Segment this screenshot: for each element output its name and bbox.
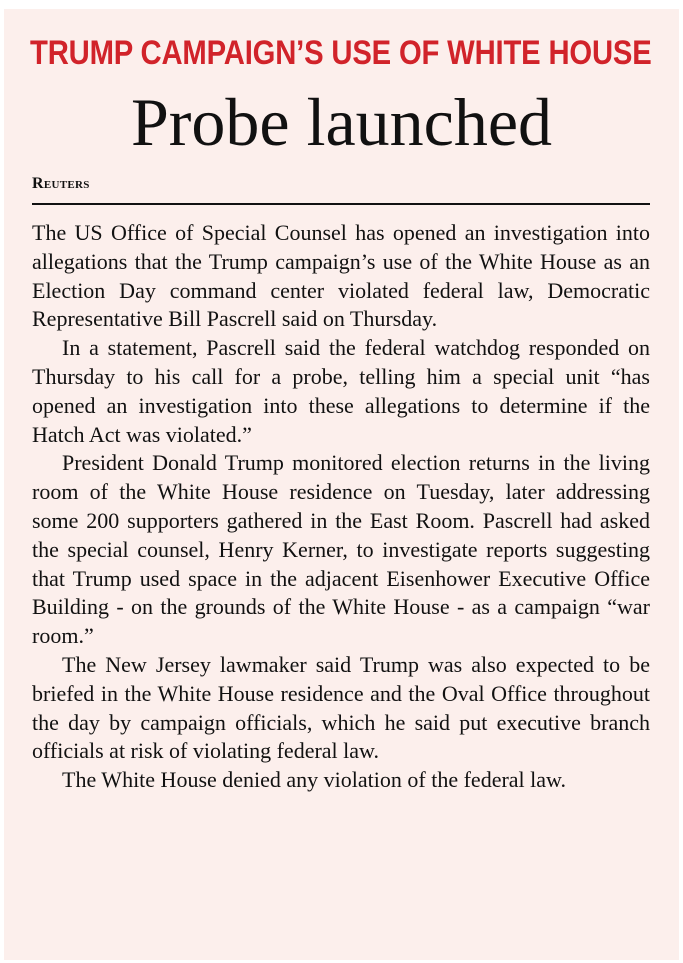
paragraph: The US Office of Special Counsel has opened an investigation into allegations that the Trump campaign’s use of the White House as an Election Day command center violated federal law, Democratic Representative Bill Pascrell said on Thursday. [32, 220, 650, 332]
byline: Reuters [32, 175, 90, 192]
paragraph: In a statement, Pascrell said the federal watchdog responded on Thursday to his call for a probe, telling him a special unit “has opened an investigation into these allegations to determine if the Hatch Act was violated.” [32, 335, 650, 447]
kicker-headline: TRUMP CAMPAIGN’S USE OF WHITE HOUSE [30, 34, 652, 72]
main-headline: Probe launched [130, 84, 553, 160]
paragraph: President Donald Trump monitored election returns in the living room of the White House residence on Tuesday, later addressing some 200 supporters gathered in the East Room. Pascrell had asked the special counsel, Henry Kerner, to investigate reports suggesting that Trump used space in the adjacent Eisenhower Executive Office Building - on the grounds of the White House - as a campaign “war room.” [32, 450, 650, 649]
paragraph: The White House denied any violation of the federal law. [62, 767, 566, 793]
article-body [32, 219, 650, 795]
byline-divider [32, 203, 650, 205]
paragraph: The New Jersey lawmaker said Trump was also expected to be briefed in the White House residence and the Oval Office throughout the day by campaign officials, which he said put executive branch officials at risk of violating federal law. [32, 651, 650, 764]
